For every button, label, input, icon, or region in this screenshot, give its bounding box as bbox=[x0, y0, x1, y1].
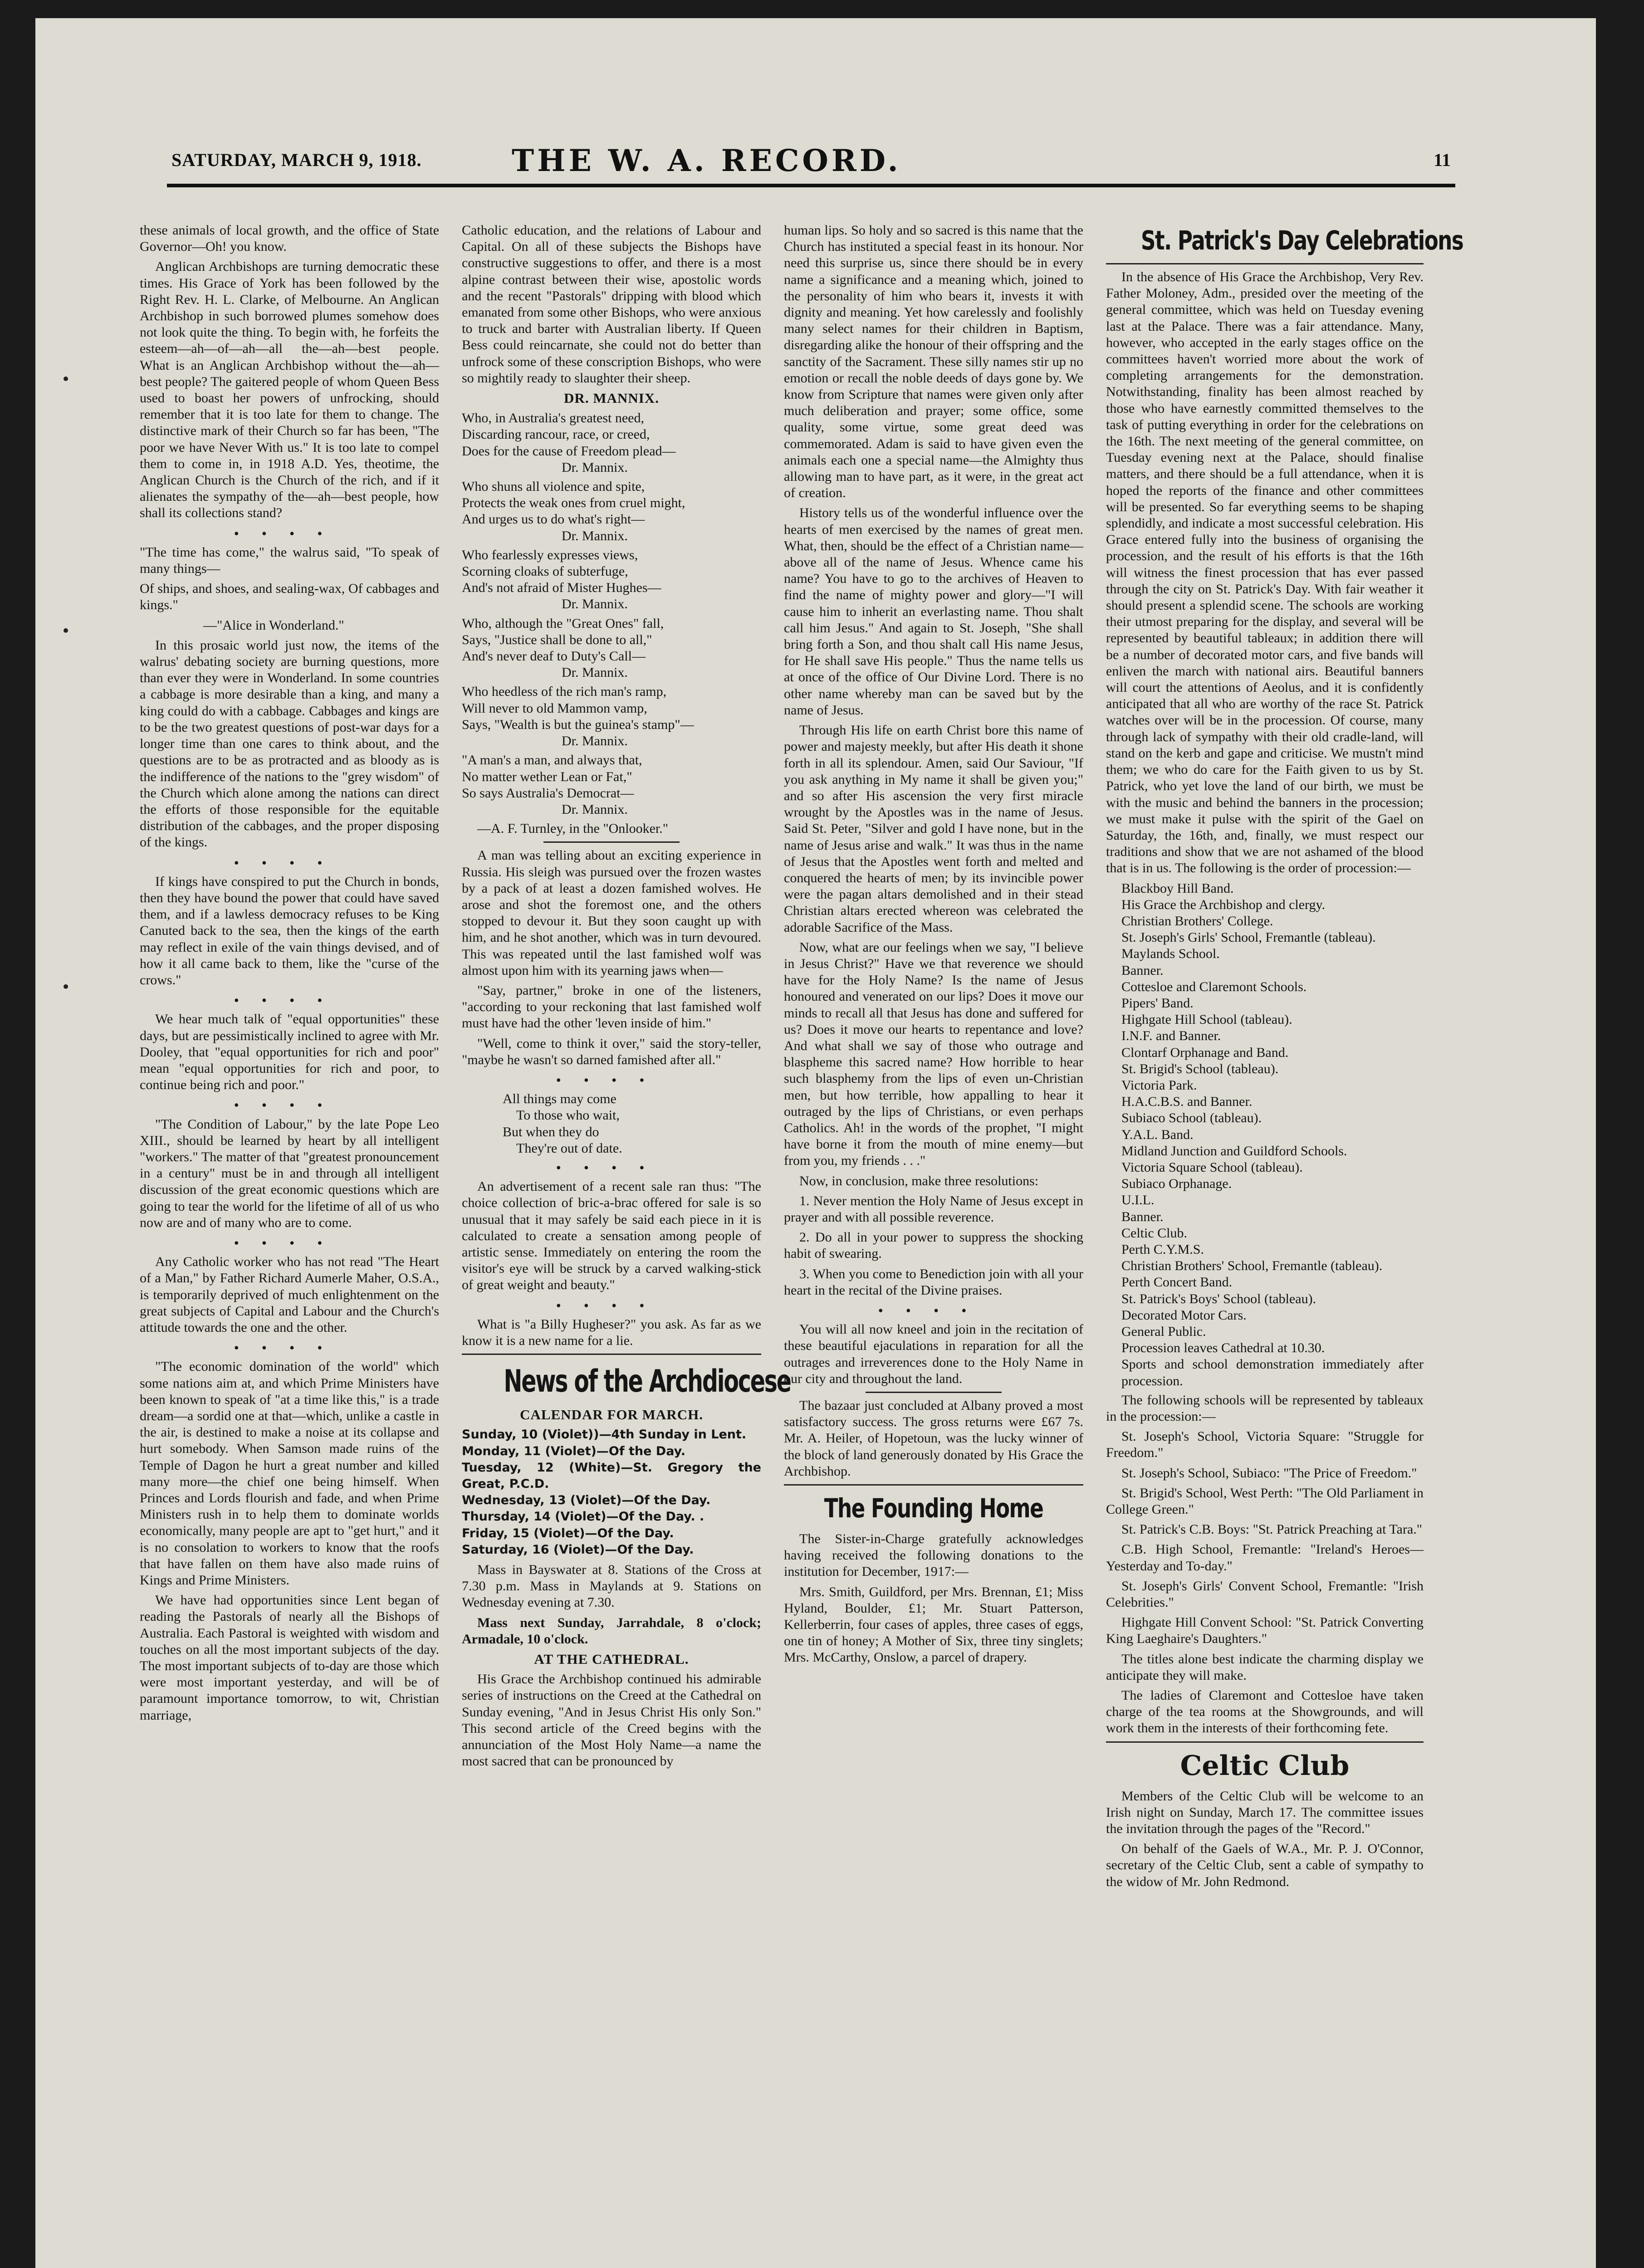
paragraph: An advertisement of a recent sale ran thus: "The choice collection of bric-a-brac offered for sale is so unusual that it may safely be said each piece in it is calculated to create a sensation among people of artistic sense. Immediately on entering the room the visitor's eye will be struck by a carved walking-stick of great weight and beauty." bbox=[462, 1179, 761, 1293]
paragraph: You will all now kneel and join in the recitation of these beautiful ejaculations in reparation for all the outrages and irreverences done to the Holy Name in our city and throughout the land. bbox=[784, 1322, 1083, 1386]
poem-line: Who heedless of the rich man's ramp, bbox=[462, 684, 667, 699]
procession-item: General Public. bbox=[1121, 1324, 1206, 1339]
paragraph: these animals of local growth, and the office of State Governor—Oh! you know. bbox=[140, 223, 439, 254]
column-1 bbox=[140, 222, 439, 2268]
separator-dots: •••• bbox=[878, 1302, 989, 1319]
poem-line: And's never deaf to Duty's Call— bbox=[462, 649, 646, 664]
procession-item: Sports and school demonstration immediately after procession. bbox=[1121, 1357, 1424, 1388]
section-heading-news: News of the Archdiocese bbox=[504, 1364, 791, 1400]
paragraph: Mass in Bayswater at 8. Stations of the Cross at 7.30 p.m. Mass in Maylands at 9. Stations on Wednesday evening at 7.30. bbox=[462, 1562, 761, 1610]
poem-line: And's not afraid of Mister Hughes— bbox=[462, 580, 661, 596]
paragraph: The bazaar just concluded at Albany proved a most satisfactory success. The gross returns were £67 7s. Mr. A. Heiler, of Hopetoun, was the lucky winner of the block of land generously donated by His Grace the Archbishop. bbox=[784, 1398, 1083, 1479]
paragraph: Anglican Archbishops are turning democratic these times. His Grace of York has been followed by the Right Rev. H. L. Clarke, of Melbourne. An Anglican Archbishop in such borrowed plumes somehow does not look quite the thing. To begin with, he forfeits the esteem—ah—of—ah—all the—ah—best people. What is an Anglican Archbishop without the—ah—best people? The gaitered people of whom Queen Bess used to boast her powers of unfrocking, should remember that it is too late for them to change. The distinctive mark of their Church so far has been, "The poor we have Never With us." It is too late to compel them to come in, in 1918 A.D. Yes, theotime, the Anglican Church is the Church of the rich, and if it alienates the sympathy of the—ah—best people, how shall its collections stand? bbox=[140, 259, 439, 521]
paragraph: Through His life on earth Christ bore this name of power and majesty meekly, but after His death it shone forth in all its splendour. Amen, said Our Saviour, "If you ask anything in My name it shall be given you;" and so after His ascension the very first miracle wrought by the Apostles was in the name of Jesus. Said St. Peter, "Silver and gold I have none, but in the name of Jesus arise and walk." It was thus in the name of Jesus that the Apostles went forth and melted and conquered the hearts of men; by its invincible power were the pagan altars demolished and in their stead Christian altars erected whereon was celebrated the adorable Sacrifice of the Mass. bbox=[784, 723, 1083, 935]
tableau-item: St. Joseph's Girls' Convent School, Fremantle: "Irish Celebrities." bbox=[1106, 1578, 1424, 1610]
tableau-item: St. Brigid's School, West Perth: "The Old Parliament in College Green." bbox=[1106, 1485, 1424, 1517]
paragraph: human lips. So holy and so sacred is this name that the Church has instituted a special feast in its honour. Nor need this surprise us, since there should be in every name a significance and a meaning which, joined to the personality of him who bears it, invests it with dignity and meaning. Yet how carelessly and foolishly many select names for their children in Baptism, disregarding alike the honour of their offspring and the sanctity of the Sacrament. These silly names stir up no emotion or recall the noble deeds of days gone by. We know from Scripture that names were given only after much deliberation and prayer; some office, some quality, some virtue, some great deed was commemorated. Adam is said to have given even the animals each one a special name—the Almighty thus allowing man to have part, as it were, in the great act of creation. bbox=[784, 223, 1083, 501]
procession-item: U.I.L. bbox=[1121, 1193, 1155, 1208]
poem-line: So says Australia's Democrat— bbox=[462, 785, 634, 801]
poem-stanza bbox=[462, 547, 761, 613]
procession-list bbox=[1106, 880, 1424, 1389]
paragraph: The following schools will be represented by tableaux in the procession:— bbox=[1106, 1392, 1424, 1424]
paragraph: In this prosaic world just now, the items of the walrus' debating society are burning questions, more than ever they were in Wonderland. In some countries a cabbage is more desirable than a king, and many a king could do with a cabbage. Cabbages and kings are to be the two greatest questions of post-war days for a longer time than one cares to think about, and the questions are to be as protracted and as bloody as is the indifference of the nations to the "grey wisdom" of the Church which alone among the nations can direct the efforts of those responsible for the equitable distribution of the cabbages, and the proper disposing of the kings. bbox=[140, 637, 439, 850]
procession-item: His Grace the Archbishop and clergy. bbox=[1121, 897, 1326, 912]
calendar-entry: Monday, 11 (Violet)—Of the Day. bbox=[462, 1444, 685, 1458]
procession-item: Highgate Hill School (tableau). bbox=[1121, 1012, 1292, 1027]
poem-line: No matter wether Lean or Fat," bbox=[462, 769, 632, 784]
newspaper-page bbox=[35, 18, 1596, 2268]
paragraph: Catholic education, and the relations of Labour and Capital. On all of these subjects the Bishops have constructive suggestions to offer, and there is a most alpine contrast between their wise, apostolic words and the recent "Pastorals" dripping with blood which emanated from some other Bishops, who were anxious to truck and barter with Australian liberty. If Queen Bess could reincarnate, she could not do better than unfrock some of these conscription Bishops, who were so mightily ready to slaughter their sheep. bbox=[462, 223, 761, 386]
paragraph: We hear much talk of "equal opportunities" these days, but are pessimistically inclined to agree with Mr. Dooley, that "equal opportunities for rich and poor" mean "equal opportunities for rich and poor, to continue being rich and poor." bbox=[140, 1012, 439, 1093]
page-number: 11 bbox=[1434, 150, 1451, 170]
rule-separator bbox=[1106, 263, 1424, 264]
paragraph: 3. When you come to Benediction join with all your heart in the recital of the Divine praises. bbox=[784, 1266, 1083, 1298]
procession-item: I.N.F. and Banner. bbox=[1121, 1028, 1221, 1044]
rule-separator bbox=[462, 1354, 761, 1355]
calendar-title: CALENDAR FOR MARCH. bbox=[520, 1407, 703, 1423]
quote-source: —"Alice in Wonderland." bbox=[203, 617, 344, 633]
section-heading-st-patricks: St. Patrick's Day Celebrations bbox=[1141, 225, 1463, 256]
procession-item: St. Patrick's Boys' School (tableau). bbox=[1121, 1291, 1316, 1306]
procession-item: Banner. bbox=[1121, 1209, 1164, 1224]
paragraph: "The economic domination of the world" which some nations aim at, and which Prime Ministers have been known to speak of "at a time like this," is a trade dream—a sordid one at that—which, unlike a castle in the air, is destined to make a noise at its collapse and hurt somebody. When Samson made ruins of the Temple of Dagon he hurt a great number and killed many more—the chief one being himself. When Princes and Lords flourish and fade, and when Prime Ministers rush in to help them to dominate worlds economically, many people are apt to "get hurt," and it is no consolation to workers to know that the roofs that have fallen on them have also made ruins of Kings and Prime Ministers. bbox=[140, 1359, 439, 1588]
poem-stanza bbox=[462, 616, 761, 681]
rule-separator bbox=[543, 841, 680, 843]
paragraph: Now, what are our feelings when we say, "I believe in Jesus Christ?" Have we that reverence we should have for the Holy Name? Is the name of Jesus honoured and venerated on our lips? Does it move our minds to recall all that Jesus has done and suffered for us? Does it move our hearts to repentance and love? And what shall we say of those who outrage and blaspheme this sacred name? How horrible to hear such blasphemy from the lips of even un-Christian men, but how terrible, how appalling to hear it outraged by the lips of Christians, or even perhaps Catholics. Ah! in the words of the prophet, "I might have borne it from the mouth of mine enemy—but from you, my friends . . ." bbox=[784, 939, 1083, 1168]
procession-item: Subiaco Orphanage. bbox=[1121, 1176, 1232, 1192]
procession-item: Y.A.L. Band. bbox=[1121, 1127, 1194, 1142]
paragraph: The ladies of Claremont and Cottesloe have taken charge of the tea rooms at the Showgrounds, and will work them in the interests of their forthcoming fete. bbox=[1106, 1688, 1424, 1736]
poem-title: DR. MANNIX. bbox=[564, 390, 659, 406]
column-4 bbox=[1106, 222, 1463, 2268]
margin-mark bbox=[64, 628, 68, 633]
paragraph: 1. Never mention the Holy Name of Jesus except in prayer and with all possible reverence. bbox=[784, 1193, 1083, 1225]
cathedral-title: AT THE CATHEDRAL. bbox=[534, 1651, 689, 1667]
poem-refrain: Dr. Mannix. bbox=[562, 528, 628, 543]
calendar-entry: Saturday, 16 (Violet)—Of the Day. bbox=[462, 1542, 694, 1557]
poem-line: Discarding rancour, race, or creed, bbox=[462, 427, 650, 442]
procession-item: Subiaco School (tableau). bbox=[1121, 1110, 1262, 1126]
procession-item: Victoria Park. bbox=[1121, 1077, 1197, 1093]
paragraph: "Say, partner," broke in one of the listeners, "according to your reckoning that last famished wolf must have had the other 'leven inside of him." bbox=[462, 982, 761, 1031]
separator-dots: •••• bbox=[234, 1339, 345, 1356]
poem-stanza bbox=[462, 684, 761, 749]
procession-item: Perth C.Y.M.S. bbox=[1121, 1242, 1204, 1257]
calendar-entry: Wednesday, 13 (Violet)—Of the Day. bbox=[462, 1493, 711, 1508]
procession-item: Perth Concert Band. bbox=[1121, 1275, 1233, 1290]
poem-refrain: Dr. Mannix. bbox=[562, 459, 628, 475]
procession-item: Christian Brothers' School, Fremantle (tableau). bbox=[1121, 1258, 1383, 1274]
tableau-item: C.B. High School, Fremantle: "Ireland's Heroes—Yesterday and To-day." bbox=[1106, 1542, 1424, 1574]
verse bbox=[462, 1091, 761, 1157]
paragraph: In the absence of His Grace the Archbishop, Very Rev. Father Moloney, Adm., presided over the meeting of the general committee, which was held on Tuesday evening last at the Palace. There was a fair attendance. Many, however, who accepted in the early stages office on the committees haven't worried more about the work of completing arrangements for the demonstration. Notwithstanding, finality has been almost reached by those who have earnestly committed themselves to the task of putting everything in order for the celebrations on the 16th. The next meeting of the general committee, on Tuesday evening next at the Palace, should finalise matters, and there should be a full attendance, when it is hoped the reports of the finance and other committees will be presented. So far everything seems to be shaping splendidly, and indicate a most successful celebration. His Grace entered fully into the business of organising the procession, and the result of his efforts is that the 16th will witness the finest procession that has ever passed through the city on St. Patrick's Day. With fair weather it should present a splendid scene. The schools are working their utmost preparing for the display, and several will be represented by beautiful tableaux; in addition there will be a number of decorated motor cars, and five bands will enliven the march with national airs. Beautiful banners will court the attentions of Aeolus, and it is confidently anticipated that all who are worthy of the race St. Patrick watches over will be in the procession. Of course, many through lack of sympathy with their old cradle-land, will stand on the kerb and gape and criticise. We mustn't mind them; we who do care for the Faith given to us by St. Patrick, who yet love the land of our birth, we must be with the music and behind the banners in the procession; we must make it pulse with the spirit of the Gael on Saturday, the 16th, and, finally, we must respect our traditions and show that we are not ashamed of the blood that is in us. The following is the order of procession:— bbox=[1106, 269, 1424, 876]
separator-dots: •••• bbox=[234, 992, 345, 1009]
verse-line: But when they do bbox=[503, 1124, 599, 1139]
separator-dots: •••• bbox=[556, 1297, 667, 1314]
page-header bbox=[171, 143, 1451, 179]
paragraph: "Well, come to think it over," said the story-teller, "maybe he wasn't so darned famished after all." bbox=[462, 1036, 761, 1067]
calendar-entry: Friday, 15 (Violet)—Of the Day. bbox=[462, 1526, 674, 1540]
paragraph: Mrs. Smith, Guildford, per Mrs. Brennan, £1; Miss Hyland, Boulder, £1; Mr. Stuart Patterson, Kellerberrin, four cases of apples, three cases of eggs, one tin of honey; A Mother of Six, three tiny singlets; Mrs. McCarthy, Onslow, a parcel of drapery. bbox=[784, 1584, 1083, 1665]
separator-dots: •••• bbox=[556, 1159, 667, 1176]
poem-line: Says, "Wealth is but the guinea's stamp"— bbox=[462, 717, 694, 732]
procession-item: Clontarf Orphanage and Band. bbox=[1121, 1045, 1289, 1060]
procession-item: Victoria Square School (tableau). bbox=[1121, 1159, 1303, 1175]
verse-line: To those who wait, bbox=[516, 1108, 620, 1123]
paragraph: Any Catholic worker who has not read "The Heart of a Man," by Father Richard Aumerle Maher, O.S.A., is temporarily deprived of much enlightenment on the great subjects of Capital and Labour and the Church's attitude towards the one and the other. bbox=[140, 1254, 439, 1335]
calendar-entry: Tuesday, 12 (White)—St. Gregory the Great, P.C.D. bbox=[462, 1460, 761, 1491]
procession-item: Decorated Motor Cars. bbox=[1121, 1307, 1247, 1323]
quote-line: Of ships, and shoes, and sealing-wax, Of cabbages and kings." bbox=[140, 581, 439, 613]
paragraph: The titles alone best indicate the charming display we anticipate they will make. bbox=[1106, 1651, 1424, 1683]
paragraph: Now, in conclusion, make three resolutions: bbox=[799, 1173, 1039, 1188]
calendar-entry: Thursday, 14 (Violet)—Of the Day. . bbox=[462, 1510, 705, 1524]
procession-item: Midland Junction and Guildford Schools. bbox=[1121, 1143, 1347, 1158]
margin-mark bbox=[64, 376, 68, 381]
paragraph: A man was telling about an exciting experience in Russia. His sleigh was pursued over the frozen wastes by a pack of at least a dozen famished wolves. He arose and shot the foremost one, and the others stopped to devour it. But they soon caught up with him, and he shot another, which was in turn devoured. This was repeated until the last famished wolf was almost upon him with its yearning jaws when— bbox=[462, 848, 761, 978]
poem-refrain: Dr. Mannix. bbox=[562, 596, 628, 612]
procession-item: Maylands School. bbox=[1121, 946, 1220, 962]
verse-line: They're out of date. bbox=[516, 1140, 622, 1156]
tableau-item: St. Patrick's C.B. Boys: "St. Patrick Preaching at Tara." bbox=[1121, 1522, 1423, 1537]
paragraph: History tells us of the wonderful influence over the hearts of men exercised by the names of great men. What, then, should be the effect of a Christian name—above all of the name of Jesus. Whence came his name? You have to go to the archives of Heaven to find the name of mighty power and glory—"I will cause him to inherit an everlasting name. Thou shalt call him Jesus." And again to St. Joseph, "She shall bring forth a Son, and thou shalt call His name Jesus, for He shall save His people." Thus the name tells us at once of the office of Our Divine Lord. There is no other name whereby man can be saved but by the name of Jesus. bbox=[784, 505, 1083, 718]
rule-separator bbox=[866, 1392, 1002, 1393]
poem-line: Who, although the "Great Ones" fall, bbox=[462, 616, 664, 631]
separator-dots: •••• bbox=[556, 1071, 667, 1088]
poem-stanza bbox=[462, 479, 761, 544]
header-rule bbox=[167, 184, 1455, 187]
procession-item: Blackboy Hill Band. bbox=[1121, 880, 1234, 896]
poem-line: Does for the cause of Freedom plead— bbox=[462, 443, 676, 459]
procession-item: St. Joseph's Girls' School, Fremantle (tableau). bbox=[1121, 930, 1376, 945]
quote-line: "The time has come," the walrus said, "To speak of many things— bbox=[140, 544, 439, 577]
poem-refrain: Dr. Mannix. bbox=[562, 665, 628, 680]
paragraph: His Grace the Archbishop continued his admirable series of instructions on the Creed at the Cathedral on Sunday evening, "And in Jesus Christ His only Son." This second article of the Creed begins with the annunciation of the Most Holy Name—a name the most sacred that can be pronounced by bbox=[462, 1672, 761, 1769]
paragraph: 2. Do all in your power to suppress the shocking habit of swearing. bbox=[784, 1230, 1083, 1261]
separator-dots: •••• bbox=[234, 525, 345, 542]
procession-item: H.A.C.B.S. and Banner. bbox=[1121, 1094, 1253, 1110]
poem-line: Protects the weak ones from cruel might, bbox=[462, 495, 685, 511]
paragraph: On behalf of the Gaels of W.A., Mr. P. J. O'Connor, secretary of the Celtic Club, sent a cable of sympathy to the widow of Mr. John Redmond. bbox=[1106, 1841, 1424, 1889]
section-heading-celtic-club: Celtic Club bbox=[1180, 1750, 1350, 1782]
rule-separator bbox=[784, 1484, 1083, 1486]
procession-item: St. Brigid's School (tableau). bbox=[1121, 1061, 1279, 1076]
poem-line: Who fearlessly expresses views, bbox=[462, 547, 638, 562]
poem-line: Who shuns all violence and spite, bbox=[462, 479, 645, 494]
calendar-entry: Sunday, 10 (Violet))—4th Sunday in Lent. bbox=[462, 1427, 747, 1442]
section-heading-founding-home: The Founding Home bbox=[824, 1493, 1043, 1524]
poem-line: Says, "Justice shall be done to all," bbox=[462, 632, 652, 647]
column-2 bbox=[462, 222, 791, 2268]
rule-separator bbox=[1106, 1741, 1424, 1743]
tableau-item: St. Joseph's School, Victoria Square: "Struggle for Freedom." bbox=[1106, 1429, 1424, 1461]
masthead-title: THE W. A. RECORD. bbox=[512, 143, 901, 178]
paragraph: Members of the Celtic Club will be welcome to an Irish night on Sunday, March 17. The committee issues the invitation through the pages of the "Record." bbox=[1106, 1788, 1424, 1837]
procession-item: Banner. bbox=[1121, 963, 1164, 978]
procession-item: Cottesloe and Claremont Schools. bbox=[1121, 979, 1307, 994]
poem-line: Will never to old Mammon vamp, bbox=[462, 700, 647, 716]
poem-refrain: Dr. Mannix. bbox=[562, 733, 628, 749]
separator-dots: •••• bbox=[234, 1234, 345, 1251]
issue-date: SATURDAY, MARCH 9, 1918. bbox=[171, 150, 422, 170]
paragraph: If kings have conspired to put the Church in bonds, then they have bound the power that could have saved them, and if a lawless democracy refuses to be King Canuted back to the sea, then the kings of the earth may reflect in exile of the vain things devised, and of how it all came back to them, like the "curse of the crows." bbox=[140, 874, 439, 987]
separator-dots: •••• bbox=[234, 1097, 345, 1114]
poem-line: Who, in Australia's greatest need, bbox=[462, 411, 644, 426]
paragraph-bold: Mass next Sunday, Jarrahdale, 8 o'clock; Armadale, 10 o'clock. bbox=[462, 1615, 761, 1647]
column-3 bbox=[784, 222, 1083, 2268]
procession-item: Procession leaves Cathedral at 10.30. bbox=[1121, 1340, 1325, 1356]
verse-line: All things may come bbox=[503, 1091, 616, 1107]
poem-line: "A man's a man, and always that, bbox=[462, 753, 642, 768]
poem-stanza bbox=[462, 752, 761, 818]
tableau-item: St. Joseph's School, Subiaco: "The Price of Freedom." bbox=[1121, 1465, 1417, 1481]
procession-item: Pipers' Band. bbox=[1121, 995, 1194, 1011]
poem-line: And urges us to do what's right— bbox=[462, 512, 645, 527]
paragraph: What is "a Billy Hugheser?" you ask. As far as we know it is a new name for a lie. bbox=[462, 1316, 761, 1348]
poem-line: Scorning cloaks of subterfuge, bbox=[462, 564, 628, 579]
calendar-list bbox=[462, 1427, 761, 1558]
poem-stanza bbox=[462, 410, 761, 476]
poem-refrain: Dr. Mannix. bbox=[562, 802, 628, 817]
poem-credit: —A. F. Turnley, in the "Onlooker." bbox=[477, 821, 668, 836]
tableau-item: Highgate Hill Convent School: "St. Patrick Converting King Laeghaire's Daughters." bbox=[1106, 1615, 1424, 1647]
paragraph: The Sister-in-Charge gratefully acknowledges having received the following donations to the institution for December, 1917:— bbox=[784, 1531, 1083, 1579]
separator-dots: •••• bbox=[234, 854, 345, 871]
margin-mark bbox=[64, 984, 68, 989]
procession-item: Celtic Club. bbox=[1121, 1225, 1187, 1241]
paragraph: We have had opportunities since Lent began of reading the Pastorals of nearly all the Bishops of Australia. Each Pastoral is weighted with wisdom and touches on all the most important subjects of the day. The most important subjects of to-day are those which were most important yesterday, and will be of paramount importance tomorrow, to wit, Christian marriage, bbox=[140, 1593, 439, 1723]
paragraph: "The Condition of Labour," by the late Pope Leo XIII., should be learned by heart by all intelligent "workers." The matter of that "greatest pronouncement in a century" must be in and through all intelligent discussion of the great economic questions which are going to tear the world for the lifetime of all of us who now are and of many who are to come. bbox=[140, 1116, 439, 1230]
procession-item: Christian Brothers' College. bbox=[1121, 913, 1273, 929]
